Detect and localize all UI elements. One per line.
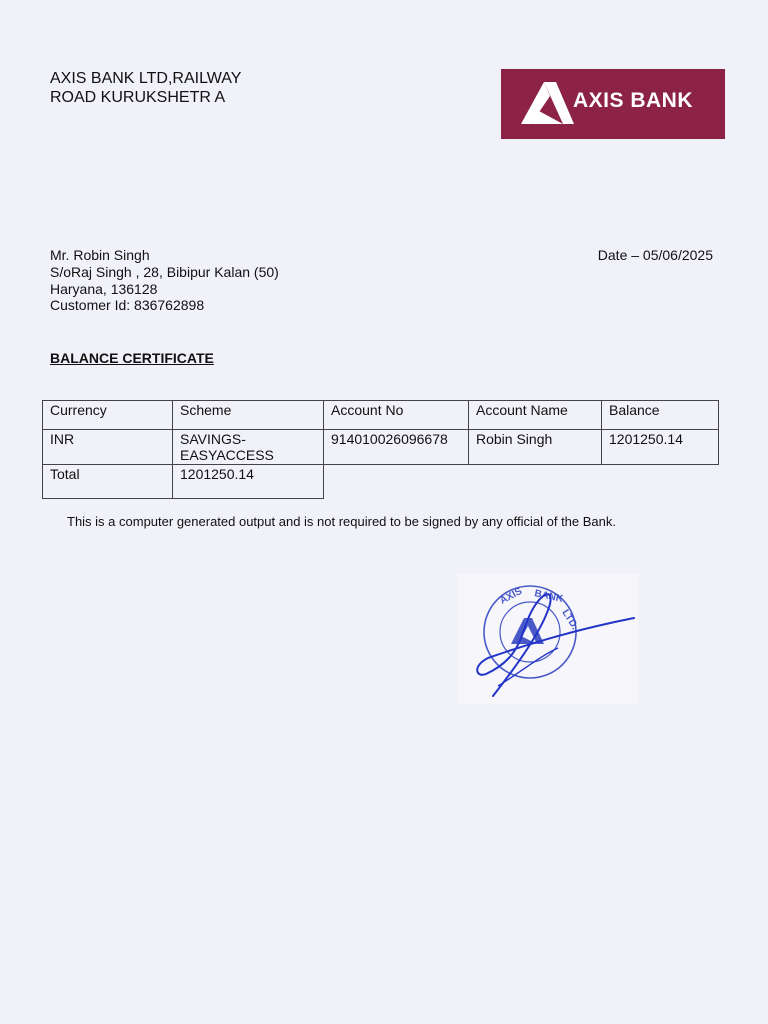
axis-bank-logo — [501, 69, 725, 139]
address-line-2: Haryana, 136128 — [50, 280, 158, 297]
branch-line-2: ROAD KURUKSHETR A — [50, 89, 226, 106]
certificate-date: Date – 05/06/2025 — [597, 247, 713, 263]
total-row — [43, 465, 719, 499]
header-balance: Balance — [602, 401, 719, 430]
empty-cell — [324, 465, 469, 499]
table-row — [43, 430, 719, 465]
certificate-title: BALANCE CERTIFICATE — [50, 350, 214, 366]
cell-account-name: Robin Singh — [469, 430, 602, 465]
logo-text: AXIS BANK — [573, 89, 694, 112]
branch-address — [50, 69, 241, 107]
svg-text:LTD.: LTD. — [559, 607, 581, 632]
balance-table — [42, 400, 719, 499]
header-account-name: Account Name — [469, 401, 602, 430]
table-header-row — [43, 401, 719, 430]
svg-text:AXIS: AXIS — [498, 585, 525, 607]
empty-cell — [602, 465, 719, 499]
total-value: 1201250.14 — [173, 465, 324, 499]
customer-id: Customer Id: 836762898 — [50, 297, 205, 314]
cell-currency: INR — [43, 430, 173, 465]
axis-bank-logo-icon — [519, 80, 575, 128]
scheme-line-2: EASYACCESS — [180, 447, 274, 463]
header-scheme: Scheme — [173, 401, 324, 430]
address-line-1: S/oRaj Singh , 28, Bibipur Kalan (50) — [50, 263, 279, 280]
disclaimer-note: This is a computer generated output and is not required to be signed by any official of the Bank. — [67, 514, 616, 529]
cell-balance: 1201250.14 — [602, 430, 719, 465]
branch-line-1: AXIS BANK LTD,RAILWAY — [50, 70, 242, 87]
customer-address — [50, 247, 279, 314]
header-account-no: Account No — [324, 401, 469, 430]
cell-scheme — [173, 430, 324, 465]
customer-name: Mr. Robin Singh — [50, 247, 150, 263]
bank-stamp-icon — [458, 574, 638, 704]
empty-cell — [469, 465, 602, 499]
bank-stamp-and-signature — [458, 574, 638, 704]
scheme-line-1: SAVINGS- — [180, 431, 246, 447]
cell-account-no: 914010026096678 — [324, 430, 469, 465]
header-currency: Currency — [43, 401, 173, 430]
total-label: Total — [43, 465, 173, 499]
svg-text:BANK: BANK — [533, 588, 564, 605]
